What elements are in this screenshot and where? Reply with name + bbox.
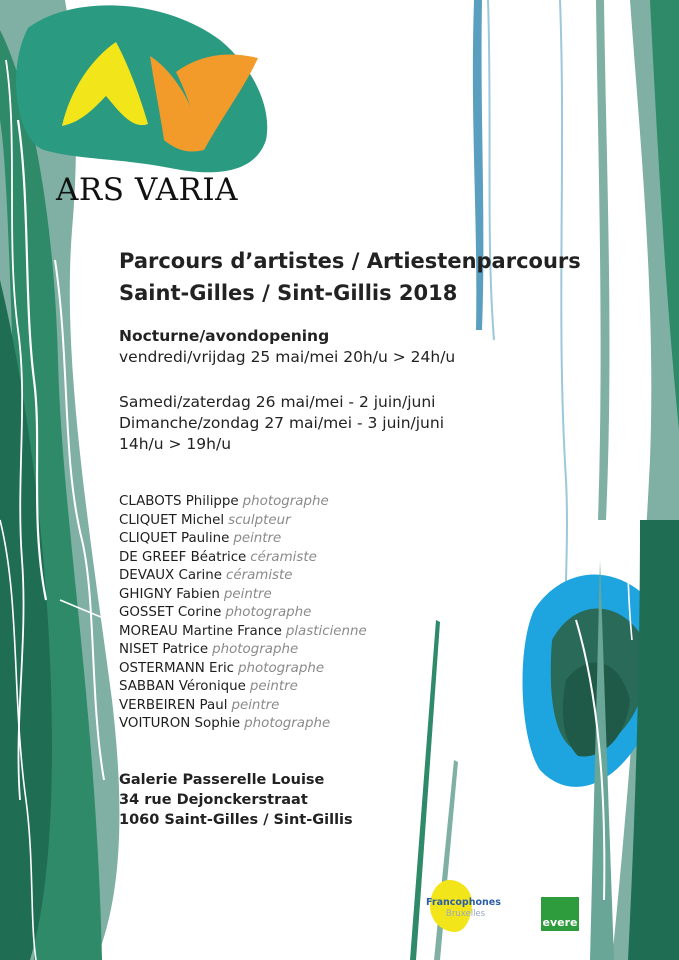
- artist-name: CLIQUET Pauline: [119, 531, 230, 546]
- artist-name: DEVAUX Carine: [119, 568, 222, 583]
- artist-item: [119, 567, 367, 586]
- artist-role: photographe: [212, 642, 299, 657]
- evere-label: evere: [542, 916, 578, 929]
- artist-name: CLABOTS Philippe: [119, 494, 239, 509]
- title-line-1: Parcours d’artistes / Artiestenparcours: [119, 249, 581, 273]
- venue-street: 34 rue Dejonckerstraat: [119, 792, 308, 808]
- nocturne-time: vendredi/vrijdag 25 mai/mei 20h/u > 24h/u: [119, 348, 456, 366]
- artist-name: GOSSET Corine: [119, 605, 222, 620]
- francophones-bruxelles-logo: [424, 880, 516, 932]
- schedule-sunday: Dimanche/zondag 27 mai/mei - 3 juin/juni: [119, 414, 445, 432]
- evere-skyline-icon: [541, 883, 579, 897]
- artist-item: [119, 678, 367, 697]
- artist-item: [119, 715, 367, 734]
- schedule-saturday: Samedi/zaterdag 26 mai/mei - 2 juin/juni: [119, 393, 436, 411]
- artist-item: [119, 641, 367, 660]
- artist-name: NISET Patrice: [119, 642, 209, 657]
- artist-role: photographe: [238, 660, 325, 676]
- nocturne-heading: Nocturne/avondopening: [119, 327, 330, 345]
- artist-name: VERBEIREN Paul: [119, 697, 228, 713]
- artist-name: SABBAN Véronique: [119, 679, 246, 694]
- title-line-2: Saint-Gilles / Sint-Gillis 2018: [119, 281, 458, 305]
- artist-role: sculpteur: [228, 512, 291, 528]
- artist-role: peintre: [223, 586, 272, 602]
- artist-item: [119, 623, 367, 642]
- artist-item: [119, 586, 367, 605]
- artist-name: OSTERMANN Eric: [119, 660, 235, 676]
- artist-name: MOREAU Martine France: [119, 623, 282, 639]
- artist-item: [119, 697, 367, 716]
- artist-role: peintre: [233, 531, 282, 546]
- artist-list: [119, 493, 367, 734]
- venue-name: Galerie Passerelle Louise: [119, 772, 325, 788]
- francophones-label: Francophones: [426, 897, 501, 908]
- artist-role: photographe: [225, 605, 312, 620]
- schedule-hours: 14h/u > 19h/u: [119, 435, 232, 453]
- artist-name: DE GREEF Béatrice: [119, 549, 247, 565]
- ars-varia-logo: [16, 5, 267, 172]
- artist-item: [119, 660, 367, 679]
- evere-logo: [541, 883, 579, 931]
- artist-item: [119, 604, 367, 623]
- artist-name: GHIGNY Fabien: [119, 586, 220, 602]
- bruxelles-label: Bruxelles: [446, 909, 486, 919]
- artist-item: [119, 493, 367, 512]
- artist-item: [119, 549, 367, 568]
- artist-role: céramiste: [250, 549, 317, 565]
- artist-name: CLIQUET Michel: [119, 512, 225, 528]
- artist-role: peintre: [231, 697, 280, 713]
- artist-role: céramiste: [225, 568, 293, 583]
- artist-role: photographe: [242, 494, 329, 509]
- artist-name: VOITURON Sophie: [119, 716, 241, 731]
- right-decoration: [410, 0, 679, 960]
- venue-city: 1060 Saint-Gilles / Sint-Gillis: [119, 812, 353, 828]
- artist-role: peintre: [249, 679, 298, 694]
- artist-item: [119, 512, 367, 531]
- artist-role: plasticienne: [285, 623, 367, 639]
- artist-role: photographe: [244, 716, 331, 731]
- ars-varia-name: ARS VARIA: [56, 172, 238, 208]
- artist-item: [119, 530, 367, 549]
